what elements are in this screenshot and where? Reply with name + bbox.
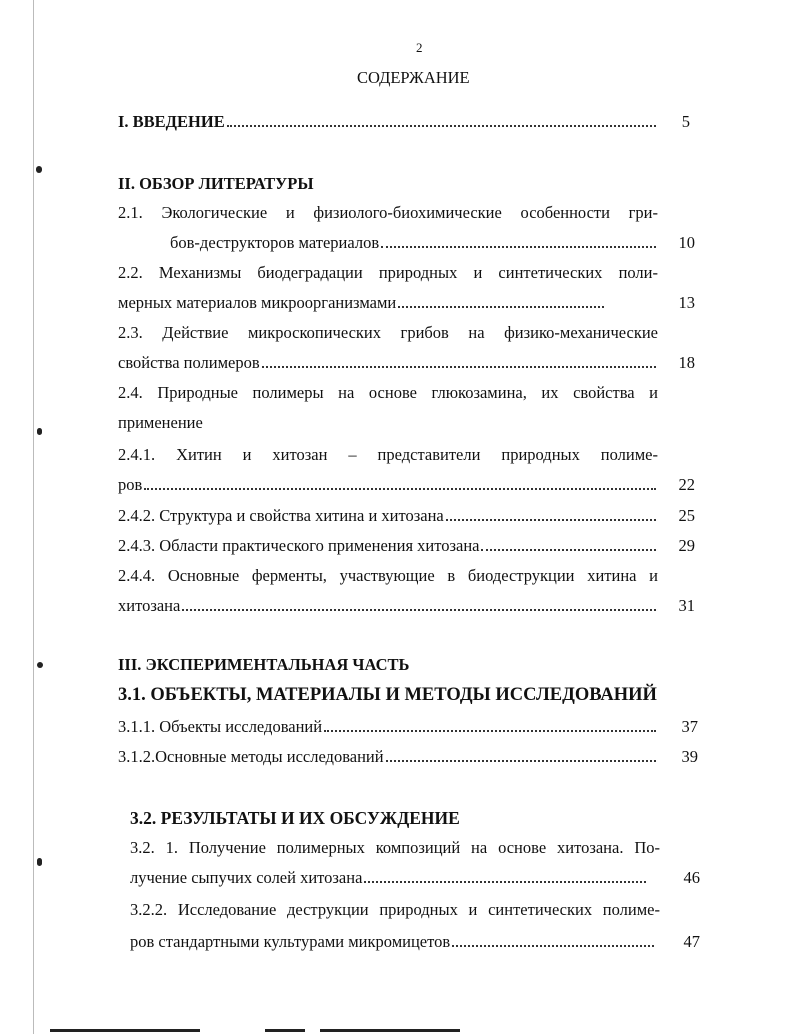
toc-entry-line: 2.4.1. Хитин и хитозан – представители природных полиме- [118, 445, 658, 464]
toc-entry-text: ров [118, 475, 143, 494]
dot-leader [446, 519, 656, 521]
toc-entry-text: 3.1.2.Основные методы исследований [118, 747, 384, 766]
toc-entry-2-4-4[interactable] [118, 596, 660, 616]
toc-entry-text: мерных материалов микроорганизмами [118, 293, 397, 312]
dot-leader [262, 366, 656, 368]
dot-leader [182, 609, 656, 611]
scan-speck [36, 166, 42, 173]
toc-page: 22 [678, 475, 695, 494]
toc-entry-3-2-2[interactable] [130, 932, 658, 952]
toc-entry-text: 3.1.1. Объекты исследований [118, 717, 323, 736]
toc-entry-line: 3.2.2. Исследование деструкции природных и синтетических полиме- [130, 900, 660, 919]
scan-speck [37, 858, 42, 866]
toc-entry-text: лучение сыпучих солей хитозана [130, 868, 363, 887]
toc-entry-text: 2.4.2. Структура и свойства хитина и хитозана [118, 506, 444, 525]
toc-page: 29 [678, 536, 695, 555]
scan-bottom-edge [320, 1029, 460, 1032]
toc-entry-2-4-3[interactable] [118, 536, 660, 556]
toc-entry-2-4-1[interactable] [118, 475, 660, 495]
toc-page: 10 [678, 233, 695, 252]
toc-entry-2-1[interactable] [170, 233, 660, 253]
toc-page: 13 [678, 293, 695, 312]
toc-page: 31 [678, 596, 695, 615]
dot-leader [227, 125, 656, 127]
toc-entry-line: 2.2. Механизмы биодеградации природных и синтетических поли- [118, 263, 658, 282]
toc-entry-intro[interactable] [118, 112, 660, 132]
toc-entry-2-3[interactable] [118, 353, 660, 373]
toc-entry-3-1-2[interactable] [118, 747, 660, 767]
toc-entry-line: 3.2. 1. Получение полимерных композиций на основе хитозана. По- [130, 838, 660, 857]
dot-leader [364, 881, 646, 883]
toc-page: 18 [678, 353, 695, 372]
dot-leader [144, 488, 656, 490]
toc-page: 5 [681, 112, 690, 131]
toc-entry-text: I. ВВЕДЕНИЕ [118, 112, 225, 131]
dot-leader [381, 246, 656, 248]
toc-page: 37 [681, 717, 698, 736]
toc-page: 25 [678, 506, 695, 525]
toc-heading-3-1: 3.1. ОБЪЕКТЫ, МАТЕРИАЛЫ И МЕТОДЫ ИССЛЕДОВАНИЙ [118, 685, 657, 705]
toc-entry-3-1-1[interactable] [118, 717, 660, 737]
toc-entry-2-4-2[interactable] [118, 506, 660, 526]
toc-entry-line: 2.4.4. Основные ферменты, участвующие в биодеструкции хитина и [118, 566, 658, 585]
dot-leader [386, 760, 656, 762]
toc-entry-line: применение [118, 413, 203, 432]
toc-entry-text: хитозана [118, 596, 181, 615]
dot-leader [452, 945, 654, 947]
toc-entry-2-2[interactable] [118, 293, 608, 313]
toc-page: 46 [683, 868, 700, 887]
scan-bottom-edge [50, 1029, 200, 1032]
toc-entry-line: 2.4. Природные полимеры на основе глюкозамина, их свойства и [118, 383, 658, 402]
toc-entry-text: бов-деструкторов материалов [170, 233, 380, 252]
page-number: 2 [416, 40, 423, 55]
scan-bottom-edge [265, 1029, 305, 1032]
toc-entry-text: свойства полимеров [118, 353, 260, 372]
dot-leader [324, 730, 656, 732]
toc-page: 39 [681, 747, 698, 766]
toc-entry-line: 2.3. Действие микроскопических грибов на физико-механические [118, 323, 658, 342]
toc-heading-review: II. ОБЗОР ЛИТЕРАТУРЫ [118, 174, 314, 193]
toc-entry-3-2-1[interactable] [130, 868, 650, 888]
page-title: СОДЕРЖАНИЕ [357, 68, 470, 87]
toc-heading-experimental: III. ЭКСПЕРИМЕНТАЛЬНАЯ ЧАСТЬ [118, 655, 410, 674]
toc-heading-3-2: 3.2. РЕЗУЛЬТАТЫ И ИХ ОБСУЖДЕНИЕ [130, 808, 460, 828]
dot-leader [398, 306, 604, 308]
toc-entry-text: 2.4.3. Области практического применения хитозана [118, 536, 480, 555]
toc-entry-line: 2.1. Экологические и физиолого-биохимические особенности гри- [118, 203, 658, 222]
dot-leader [481, 549, 656, 551]
scan-speck [37, 428, 42, 435]
toc-page: 47 [683, 932, 700, 951]
toc-entry-text: ров стандартными культурами микромицетов [130, 932, 451, 951]
scan-speck [37, 662, 43, 668]
scan-margin-line [33, 0, 34, 1034]
